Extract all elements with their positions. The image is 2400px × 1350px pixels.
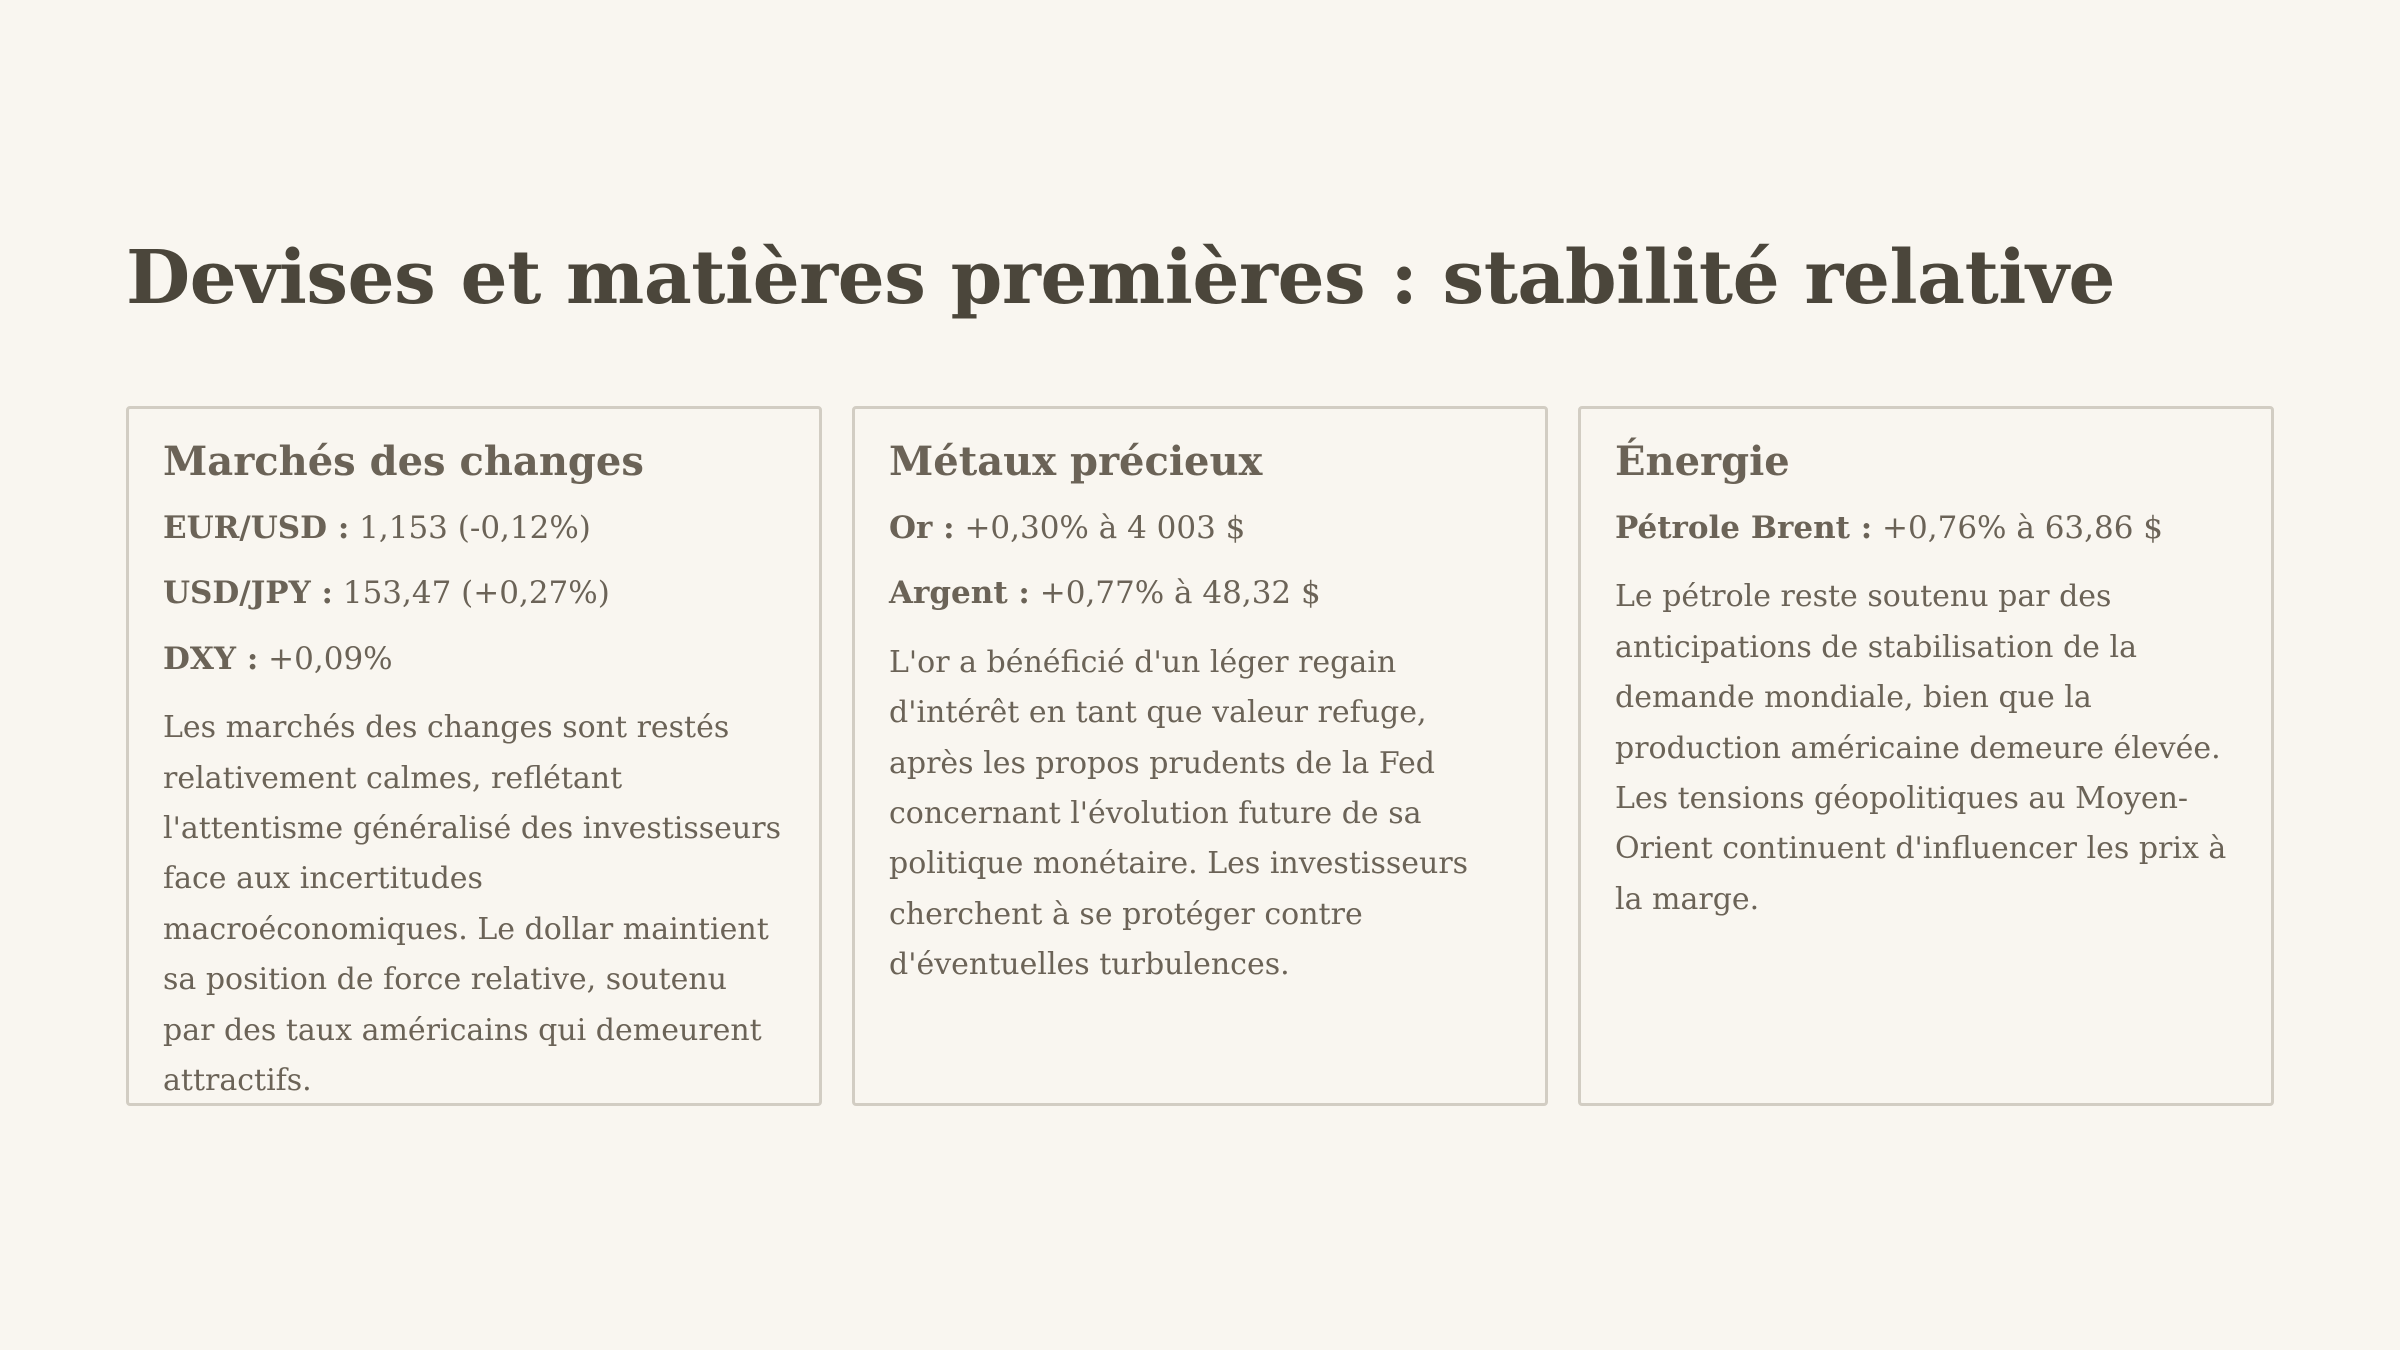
metric-value: 1,153 (-0,12%)	[359, 510, 591, 546]
metric-label: Argent :	[889, 575, 1030, 612]
metric-value: +0,77% à 48,32 $	[1039, 575, 1321, 612]
metric-brent	[1615, 507, 2237, 550]
card-forex	[126, 406, 822, 1106]
card-title: Marchés des changes	[163, 438, 644, 485]
card-title: Métaux précieux	[889, 438, 1263, 485]
metric-gold	[889, 507, 1511, 550]
card-description: L'or a bénéficié d'un léger regain d'intérêt en tant que valeur refuge, après les propos prudents de la Fed concernant l'évolution future de sa politique monétaire. Les investisseurs cherchent à se protéger contre d'éventuelles turbulences.	[889, 644, 1469, 983]
metric-value: +0,30% à 4 003 $	[964, 510, 1246, 546]
metric-eur-usd	[163, 507, 785, 550]
slide-title: Devises et matières premières : stabilité relative	[126, 235, 2115, 321]
metric-label: EUR/USD :	[163, 510, 350, 546]
metric-label: DXY :	[163, 640, 259, 677]
metric-value: 153,47 (+0,27%)	[342, 575, 610, 612]
metric-label: Or :	[889, 510, 955, 546]
card-precious-metals	[852, 406, 1548, 1106]
metric-dxy	[163, 638, 785, 681]
cards-row	[126, 406, 2274, 1106]
card-description: Les marchés des changes sont restés relativement calmes, reflétant l'attentisme généralisé des investisseurs face aux incertitudes macroéconomiques. Le dollar maintient sa position de force relative, soutenu par des taux américains qui demeurent attractifs.	[163, 710, 781, 1098]
card-description: Le pétrole reste soutenu par des anticipations de stabilisation de la demande mondiale, bien que la production américaine demeure élevée. Les tensions géopolitiques au Moyen-Orient continuent d'influencer les prix à la marge.	[1615, 579, 2227, 917]
card-energy	[1578, 406, 2274, 1106]
metric-value: +0,76% à 63,86 $	[1882, 510, 2164, 546]
card-title: Énergie	[1615, 438, 1790, 485]
metric-label: USD/JPY :	[163, 575, 333, 612]
metric-value: +0,09%	[268, 640, 393, 677]
metric-label: Pétrole Brent :	[1615, 510, 1873, 546]
metric-silver	[889, 572, 1511, 615]
metric-usd-jpy	[163, 572, 785, 615]
